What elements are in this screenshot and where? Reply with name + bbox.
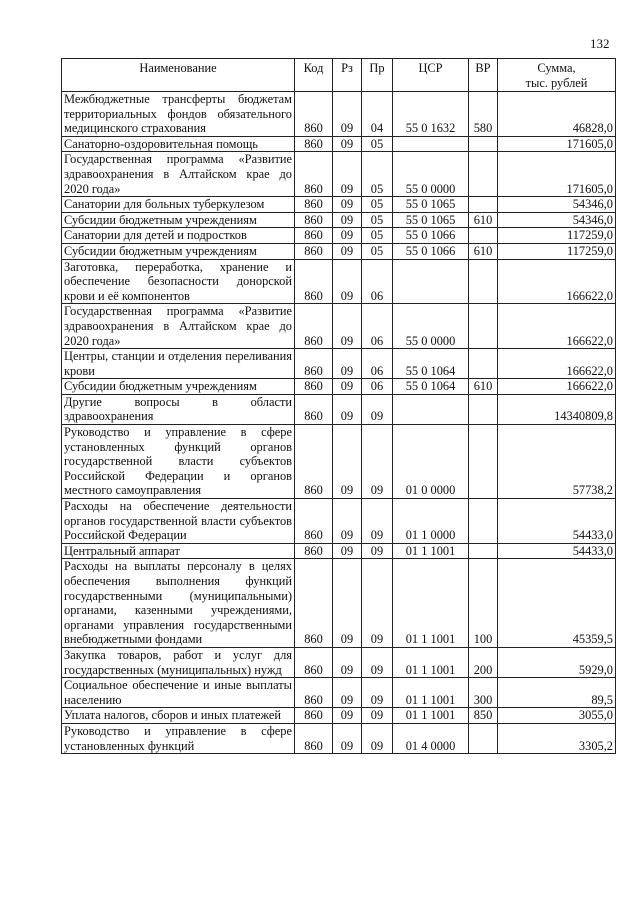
cell-sum: 117259,0 bbox=[498, 228, 616, 244]
cell-rz: 09 bbox=[333, 152, 362, 197]
cell-sum: 57738,2 bbox=[498, 425, 616, 499]
cell-rz: 09 bbox=[333, 723, 362, 753]
cell-pr: 05 bbox=[362, 197, 393, 213]
cell-pr: 09 bbox=[362, 647, 393, 677]
cell-pr: 09 bbox=[362, 708, 393, 724]
cell-name: Государственная программа «Развитие здравоохранения в Алтайском крае до 2020 года» bbox=[62, 152, 295, 197]
cell-name: Межбюджетные трансферты бюджетам территориальных фондов обязательного медицинского страхования bbox=[62, 92, 295, 137]
cell-csr: 55 0 1066 bbox=[393, 228, 469, 244]
cell-vr bbox=[469, 197, 498, 213]
table-row bbox=[62, 394, 616, 424]
cell-pr: 09 bbox=[362, 559, 393, 648]
cell-pr: 09 bbox=[362, 425, 393, 499]
cell-pr: 09 bbox=[362, 499, 393, 544]
cell-sum: 54433,0 bbox=[498, 499, 616, 544]
cell-name: Уплата налогов, сборов и иных платежей bbox=[62, 708, 295, 724]
cell-pr: 05 bbox=[362, 152, 393, 197]
cell-sum: 14340809,8 bbox=[498, 394, 616, 424]
cell-rz: 09 bbox=[333, 136, 362, 152]
table-row bbox=[62, 708, 616, 724]
cell-name: Субсидии бюджетным учреждениям bbox=[62, 212, 295, 228]
cell-sum: 166622,0 bbox=[498, 349, 616, 379]
table-row bbox=[62, 228, 616, 244]
cell-vr: 580 bbox=[469, 92, 498, 137]
cell-rz: 09 bbox=[333, 708, 362, 724]
cell-sum: 166622,0 bbox=[498, 304, 616, 349]
cell-kod: 860 bbox=[295, 243, 333, 259]
cell-kod: 860 bbox=[295, 394, 333, 424]
cell-rz: 09 bbox=[333, 647, 362, 677]
cell-kod: 860 bbox=[295, 543, 333, 559]
cell-vr: 850 bbox=[469, 708, 498, 724]
cell-name: Санаторно-оздоровительная помощь bbox=[62, 136, 295, 152]
cell-pr: 09 bbox=[362, 678, 393, 708]
cell-csr: 01 1 1001 bbox=[393, 678, 469, 708]
cell-vr bbox=[469, 304, 498, 349]
table-row bbox=[62, 349, 616, 379]
cell-csr: 55 0 0000 bbox=[393, 304, 469, 349]
cell-kod: 860 bbox=[295, 499, 333, 544]
cell-rz: 09 bbox=[333, 197, 362, 213]
cell-sum: 89,5 bbox=[498, 678, 616, 708]
cell-csr: 55 0 1066 bbox=[393, 243, 469, 259]
cell-vr bbox=[469, 136, 498, 152]
header-name: Наименование bbox=[62, 59, 295, 92]
cell-vr bbox=[469, 394, 498, 424]
header-rz: Рз bbox=[333, 59, 362, 92]
cell-name: Другие вопросы в области здравоохранения bbox=[62, 394, 295, 424]
cell-sum: 45359,5 bbox=[498, 559, 616, 648]
cell-csr: 01 4 0000 bbox=[393, 723, 469, 753]
cell-csr bbox=[393, 394, 469, 424]
table-row bbox=[62, 499, 616, 544]
table-row bbox=[62, 304, 616, 349]
cell-rz: 09 bbox=[333, 228, 362, 244]
cell-vr bbox=[469, 425, 498, 499]
cell-name: Центральный аппарат bbox=[62, 543, 295, 559]
cell-kod: 860 bbox=[295, 228, 333, 244]
cell-kod: 860 bbox=[295, 197, 333, 213]
cell-pr: 05 bbox=[362, 136, 393, 152]
cell-vr bbox=[469, 349, 498, 379]
cell-csr: 01 1 1001 bbox=[393, 708, 469, 724]
cell-csr: 01 1 0000 bbox=[393, 499, 469, 544]
cell-name: Расходы на выплаты персоналу в целях обеспечения выполнения функций государственными (муниципальными) органами, казенными учреждениями, органами управления государственными внебюджетными фондами bbox=[62, 559, 295, 648]
cell-pr: 05 bbox=[362, 228, 393, 244]
table-row bbox=[62, 152, 616, 197]
cell-vr bbox=[469, 543, 498, 559]
cell-csr: 55 0 1065 bbox=[393, 212, 469, 228]
cell-name: Санатории для детей и подростков bbox=[62, 228, 295, 244]
cell-kod: 860 bbox=[295, 136, 333, 152]
cell-csr: 55 0 1065 bbox=[393, 197, 469, 213]
cell-rz: 09 bbox=[333, 212, 362, 228]
cell-csr bbox=[393, 259, 469, 304]
cell-kod: 860 bbox=[295, 304, 333, 349]
table-row bbox=[62, 559, 616, 648]
cell-kod: 860 bbox=[295, 708, 333, 724]
budget-table bbox=[61, 58, 616, 754]
cell-pr: 06 bbox=[362, 304, 393, 349]
cell-sum: 5929,0 bbox=[498, 647, 616, 677]
cell-name: Руководство и управление в сфере установленных функций bbox=[62, 723, 295, 753]
cell-csr: 55 0 1064 bbox=[393, 379, 469, 395]
cell-csr: 55 0 1632 bbox=[393, 92, 469, 137]
cell-vr: 300 bbox=[469, 678, 498, 708]
table-header-row bbox=[62, 59, 616, 92]
cell-rz: 09 bbox=[333, 678, 362, 708]
header-sum-line2: тыс. рублей bbox=[525, 75, 588, 90]
cell-name: Центры, станции и отделения переливания крови bbox=[62, 349, 295, 379]
cell-name: Заготовка, переработка, хранение и обеспечение безопасности донорской крови и её компонентов bbox=[62, 259, 295, 304]
cell-vr bbox=[469, 259, 498, 304]
cell-kod: 860 bbox=[295, 212, 333, 228]
cell-rz: 09 bbox=[333, 559, 362, 648]
cell-csr: 01 0 0000 bbox=[393, 425, 469, 499]
cell-rz: 09 bbox=[333, 304, 362, 349]
cell-name: Руководство и управление в сфере установленных функций органов государственной власти субъектов Российской Федерации и органов местного самоуправления bbox=[62, 425, 295, 499]
cell-name: Государственная программа «Развитие здравоохранения в Алтайском крае до 2020 года» bbox=[62, 304, 295, 349]
table-row bbox=[62, 723, 616, 753]
cell-vr: 610 bbox=[469, 212, 498, 228]
cell-rz: 09 bbox=[333, 243, 362, 259]
header-kod: Код bbox=[295, 59, 333, 92]
cell-sum: 166622,0 bbox=[498, 379, 616, 395]
cell-name: Субсидии бюджетным учреждениям bbox=[62, 243, 295, 259]
table-row bbox=[62, 259, 616, 304]
cell-vr: 610 bbox=[469, 243, 498, 259]
table-row bbox=[62, 92, 616, 137]
cell-rz: 09 bbox=[333, 499, 362, 544]
cell-kod: 860 bbox=[295, 723, 333, 753]
cell-name: Социальное обеспечение и иные выплаты населению bbox=[62, 678, 295, 708]
cell-kod: 860 bbox=[295, 425, 333, 499]
cell-vr: 200 bbox=[469, 647, 498, 677]
cell-csr: 01 1 1001 bbox=[393, 559, 469, 648]
table-body bbox=[62, 92, 616, 754]
cell-sum: 171605,0 bbox=[498, 152, 616, 197]
cell-kod: 860 bbox=[295, 92, 333, 137]
cell-csr bbox=[393, 136, 469, 152]
cell-vr: 610 bbox=[469, 379, 498, 395]
header-csr: ЦСР bbox=[393, 59, 469, 92]
table-row bbox=[62, 243, 616, 259]
cell-pr: 06 bbox=[362, 349, 393, 379]
cell-pr: 04 bbox=[362, 92, 393, 137]
cell-name: Субсидии бюджетным учреждениям bbox=[62, 379, 295, 395]
cell-name: Расходы на обеспечение деятельности органов государственной власти субъектов Российской Федерации bbox=[62, 499, 295, 544]
cell-kod: 860 bbox=[295, 259, 333, 304]
cell-rz: 09 bbox=[333, 394, 362, 424]
cell-vr bbox=[469, 228, 498, 244]
cell-rz: 09 bbox=[333, 379, 362, 395]
cell-pr: 09 bbox=[362, 723, 393, 753]
cell-kod: 860 bbox=[295, 349, 333, 379]
header-pr: Пр bbox=[362, 59, 393, 92]
cell-rz: 09 bbox=[333, 349, 362, 379]
cell-pr: 05 bbox=[362, 243, 393, 259]
page-number: 132 bbox=[590, 36, 610, 51]
cell-sum: 54346,0 bbox=[498, 197, 616, 213]
cell-kod: 860 bbox=[295, 559, 333, 648]
cell-pr: 06 bbox=[362, 259, 393, 304]
cell-kod: 860 bbox=[295, 152, 333, 197]
table-row bbox=[62, 647, 616, 677]
cell-kod: 860 bbox=[295, 678, 333, 708]
table-row bbox=[62, 379, 616, 395]
cell-csr: 55 0 1064 bbox=[393, 349, 469, 379]
cell-kod: 860 bbox=[295, 647, 333, 677]
table-row bbox=[62, 543, 616, 559]
cell-csr: 55 0 0000 bbox=[393, 152, 469, 197]
cell-rz: 09 bbox=[333, 543, 362, 559]
cell-pr: 09 bbox=[362, 394, 393, 424]
table-row bbox=[62, 425, 616, 499]
cell-pr: 05 bbox=[362, 212, 393, 228]
cell-sum: 46828,0 bbox=[498, 92, 616, 137]
header-sum bbox=[498, 59, 616, 92]
cell-rz: 09 bbox=[333, 259, 362, 304]
table-row bbox=[62, 136, 616, 152]
table-row bbox=[62, 197, 616, 213]
cell-name: Санатории для больных туберкулезом bbox=[62, 197, 295, 213]
cell-sum: 54433,0 bbox=[498, 543, 616, 559]
cell-vr bbox=[469, 152, 498, 197]
cell-kod: 860 bbox=[295, 379, 333, 395]
cell-sum: 54346,0 bbox=[498, 212, 616, 228]
header-vr: ВР bbox=[469, 59, 498, 92]
header-sum-line1: Сумма, bbox=[537, 61, 576, 75]
cell-pr: 09 bbox=[362, 543, 393, 559]
table-row bbox=[62, 212, 616, 228]
cell-sum: 166622,0 bbox=[498, 259, 616, 304]
cell-pr: 06 bbox=[362, 379, 393, 395]
cell-csr: 01 1 1001 bbox=[393, 647, 469, 677]
cell-name: Закупка товаров, работ и услуг для государственных (муниципальных) нужд bbox=[62, 647, 295, 677]
cell-sum: 117259,0 bbox=[498, 243, 616, 259]
cell-rz: 09 bbox=[333, 92, 362, 137]
cell-vr bbox=[469, 499, 498, 544]
table-row bbox=[62, 678, 616, 708]
cell-sum: 3305,2 bbox=[498, 723, 616, 753]
cell-rz: 09 bbox=[333, 425, 362, 499]
cell-csr: 01 1 1001 bbox=[393, 543, 469, 559]
cell-sum: 3055,0 bbox=[498, 708, 616, 724]
cell-vr bbox=[469, 723, 498, 753]
cell-sum: 171605,0 bbox=[498, 136, 616, 152]
cell-vr: 100 bbox=[469, 559, 498, 648]
